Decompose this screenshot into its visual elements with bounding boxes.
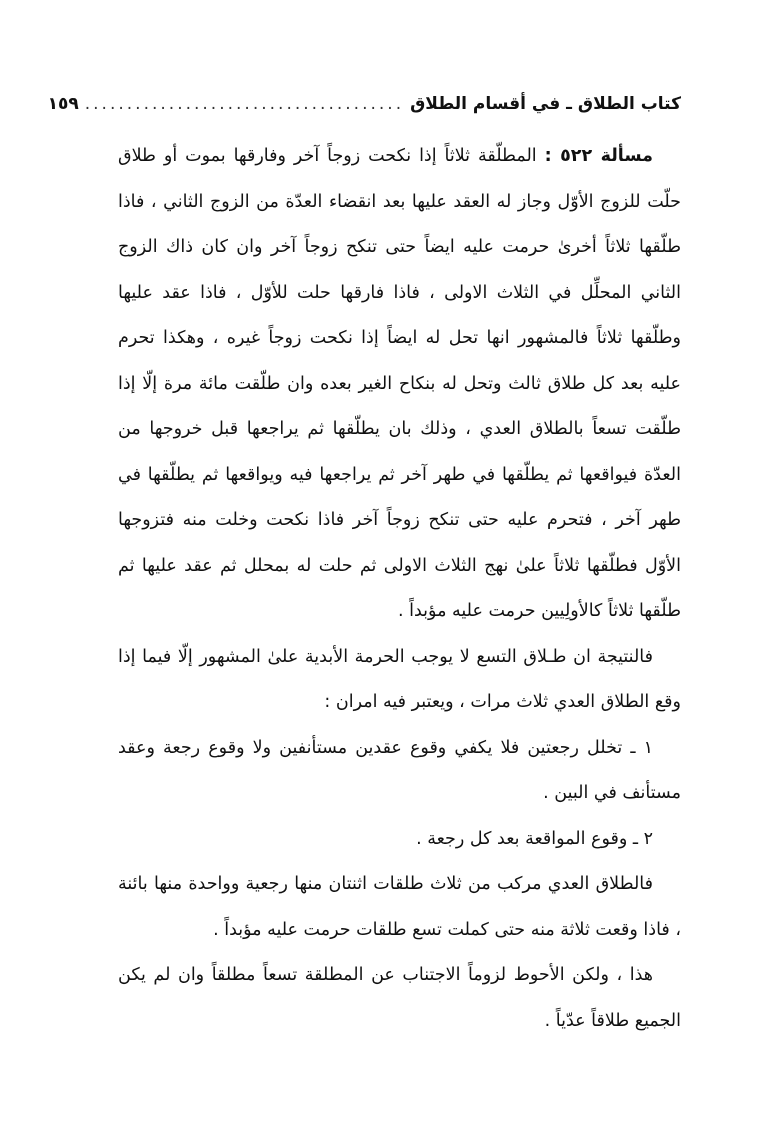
issue-522-paragraph bbox=[118, 134, 681, 635]
condition-2: ٢ ـ وقوع المواقعة بعد كل رجعة . bbox=[416, 828, 653, 849]
page-number: ١٥٩ bbox=[47, 94, 79, 114]
composition-paragraph: فالطلاق العدي مركب من ثلاث طلقات اثنتان منها رجعية وواحدة منها بائنة ، فاذا وقعت ثلاثة منه حتى كملت تسع طلقات حرمت عليه مؤبداً . bbox=[118, 874, 681, 940]
header-leader-dots: ...................................... bbox=[84, 94, 405, 114]
running-header bbox=[47, 94, 681, 130]
precaution-paragraph: هذا ، ولكن الأحوط لزوماً الاجتناب عن المطلقة تسعاً مطلقاً وان لم يكن الجميع طلاقاً عدّياً . bbox=[118, 965, 681, 1031]
header-title: كتاب الطلاق ـ في أقسام الطلاق bbox=[410, 94, 681, 114]
issue-text: المطلّقة ثلاثاً إذا نكحت زوجاً آخر وفارقها بموت أو طلاق حلّت للزوج الأوّل وجاز له العقد عليها بعد انقضاء العدّة من الزوج الثاني ، فاذا طلّقها ثلاثاً أخرىٰ حرمت عليه ايضاً حتى تنكح زوجاً آخر وان كان ذاك الزوج الثاني المحلِّل في الثلاث الاولى ، فاذا فارقها حلت للأوّل ، فاذا عقد عليها وطلّقها ثلاثاً فالمشهور انها تحل له ايضاً إذا نكحت زوجاً غيره ، وهكذا تحرم عليه بعد كل طلاق ثالث وتحل له بنكاح الغير بعده وان طلّقت مائة مرة إلّا إذا طلّقت تسعاً بالطلاق العدي ، وذلك بان يطلّقها ثم يراجعها قبل خروجها من العدّة فيواقعها ثم يطلّقها في طهر آخر ثم يراجعها فيه ويواقعها ثم يطلّقها في طهر آخر ، فتحرم عليه حتى تنكح زوجاً آخر فاذا نكحت وخلت منه فتزوجها الأوّل فطلّقها ثلاثاً علىٰ نهج الثلاث الاولى ثم حلت له بمحلل ثم عقد عليها ثم طلّقها ثلاثاً كالأولِيين حرمت عليه مؤبداً . bbox=[118, 146, 681, 621]
body-text bbox=[118, 134, 681, 1044]
issue-label: مسألة ٥٢٢ : bbox=[544, 146, 653, 166]
condition-1: ١ ـ تخلل رجعتين فلا يكفي وقوع عقدين مستأنفين ولا وقوع رجعة وعقد مستأنف في البين . bbox=[118, 737, 681, 803]
result-paragraph: فالنتيجة ان طـلاق التسع لا يوجب الحرمة الأبدية علىٰ المشهور إلّا فيما إذا وقع الطلاق العدي ثلاث مرات ، ويعتبر فيه امران : bbox=[118, 646, 681, 712]
